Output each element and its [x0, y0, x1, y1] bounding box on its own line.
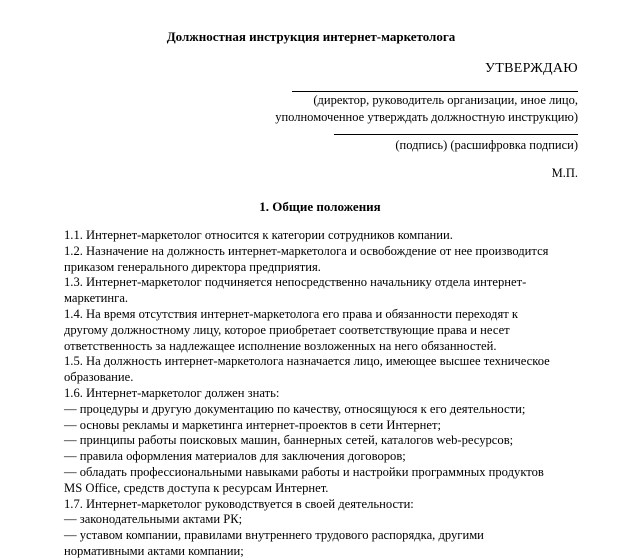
approver-hint-line-1: (директор, руководитель организации, иное лицо,: [313, 93, 578, 107]
paragraph-line: 1.7. Интернет-маркетолог руководствуется в своей деятельности:: [64, 496, 414, 511]
paragraph-line: — правила оформления материалов для заключения договоров;: [64, 449, 406, 464]
paragraph-line: 1.1. Интернет-маркетолог относится к категории сотрудников компании.: [64, 228, 453, 242]
paragraph-line: образование.: [64, 370, 134, 385]
paragraph-line: маркетинга.: [64, 291, 129, 306]
paragraph-line: MS Office, средств доступа к ресурсам Интернет.: [64, 480, 329, 495]
paragraph-line: другому должностному лицу, которое приобретает соответствующие права и несет: [64, 322, 510, 337]
stamp-hint: М.П.: [551, 166, 578, 180]
paragraph-line: — обладать профессиональными навыками работы и настройки программных продуктов: [64, 464, 544, 479]
paragraph-line: — принципы работы поисковых машин, баннерных сетей, каталогов web-ресурсов;: [64, 433, 514, 448]
paragraph-line: 1.6. Интернет-маркетолог должен знать:: [64, 385, 280, 400]
paragraph-line: 1.4. На время отсутствия интернет-маркетолога его права и обязанности переходят к: [64, 306, 519, 321]
paragraph-line: — процедуры и другую документацию по качеству, относящуюся к его деятельности;: [64, 401, 526, 416]
paragraph-line: — основы рекламы и маркетинга интернет-проектов в сети Интернет;: [64, 417, 441, 432]
paragraph-line: нормативными актами компании;: [64, 543, 244, 558]
document-title: Должностная инструкция интернет-маркетолога: [166, 29, 456, 44]
paragraph-line: — уставом компании, правилами внутреннего трудового распорядка, другими: [64, 528, 484, 543]
paragraph-line: приказом генерального директора предприятия.: [64, 259, 321, 274]
paragraph-line: 1.5. На должность интернет-маркетолога назначается лицо, имеющее высшее техническое: [64, 354, 550, 369]
signature-decoding-line: [334, 134, 578, 135]
section-title: 1. Общие положения: [259, 199, 381, 214]
paragraph-line: 1.2. Назначение на должность интернет-маркетолога и освобождение от нее производится: [64, 243, 549, 258]
approval-label: УТВЕРЖДАЮ: [485, 61, 578, 76]
approver-hint-line-2: уполномоченное утверждать должностную инструкцию): [275, 110, 578, 124]
paragraph-line: ответственность за надлежащее исполнение возложенных на него обязанностей.: [64, 338, 497, 353]
paragraph-line: — законодательными актами РК;: [64, 512, 243, 527]
paragraph-line: 1.3. Интернет-маркетолог подчиняется непосредственно начальнику отдела интернет-: [64, 275, 527, 290]
approver-position-hint: [275, 92, 578, 126]
section-body: [64, 228, 594, 560]
signature-hint: (подпись) (расшифровка подписи): [395, 138, 578, 152]
